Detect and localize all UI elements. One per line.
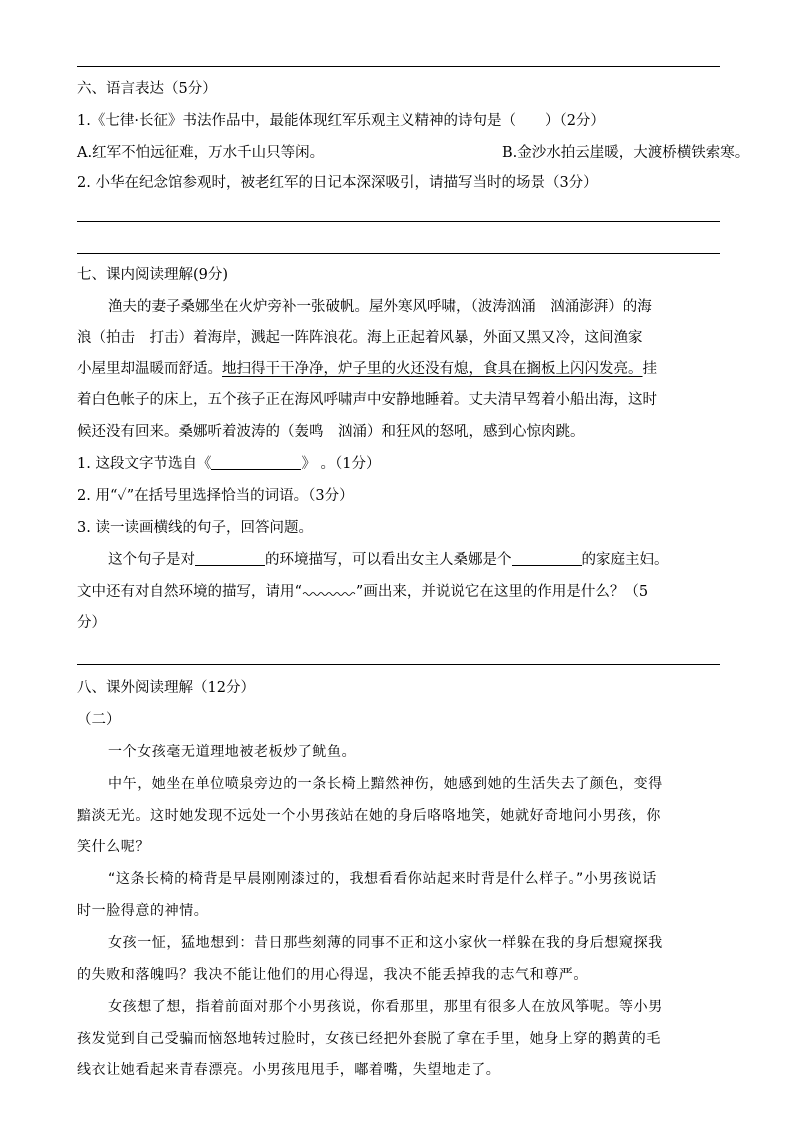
section7-question-1 [77,454,737,474]
section6-title: 六、语言表达（5分） [77,81,217,97]
passage-line-3-start: 小屋里却温暖而舒适。 [77,361,222,377]
section6-q1-options [77,143,750,163]
q3-text-c: 的家庭主妇。 [581,552,669,568]
answer-blank-title[interactable] [211,455,301,470]
answer-line-2 [77,253,720,254]
section7-question-3: 3. 读一读画横线的句子，回答问题。 [77,520,313,536]
section8-subtitle: （二） [77,712,121,728]
section7-question-2: 2. 用“✓”在括号里选择恰当的词语。（3分） [77,488,354,504]
question-3-line-1 [108,550,738,570]
section6-question-2: 2. 小华在纪念馆参观时，被老红军的日记本深深吸引，请描写当时的场景（3分） [77,175,598,191]
q3-text-e: ”画出来，并说说它在这里的作用是什么？（5 [355,584,649,600]
underlined-sentence: 地扫得干干净净，炉子里的火还没有熄，食具在搁板上闪闪发亮。 [222,361,643,377]
passage-line-1: 渔夫的妻子桑娜坐在火炉旁补一张破帆。屋外寒风呼啸，（波涛汹涌 汹涌澎湃）的海 [108,299,652,315]
option-a: A.红军不怕远征难，万水千山只等闲。 [77,145,325,161]
passage-line-3-end: 挂 [642,361,657,377]
answer-line-1 [77,221,720,222]
q3-text-d: 文中还有对自然环境的描写，请用“ [77,584,302,600]
story-line-8: 的失败和落魄吗？我决不能让他们的用心得逞，我决不能丢掉我的志气和尊严。 [77,967,588,983]
story-line-11: 线衣让她看起来青春漂亮。小男孩甩甩手，嘟着嘴，失望地走了。 [77,1062,501,1078]
question-3-line-2 [77,582,737,602]
passage-line-3 [77,359,737,379]
question-3-line-3: 分） [77,615,106,631]
q3-text-b: 的环境描写，可以看出女主人桑娜是个 [265,552,512,568]
passage-line-4: 着白色帐子的床上，五个孩子正在海风呼啸声中安静地睡着。丈夫清早驾着小船出海，这时 [77,392,657,408]
q1-prefix: 1. 这段文字节选自《 [77,456,212,472]
passage-line-2: 浪（拍击 打击）着海岸，溅起一阵阵浪花。海上正起着风暴，外面又黑又冷，这间渔家 [77,330,643,346]
answer-blank-1[interactable] [195,551,265,566]
wavy-underline-icon [302,588,356,598]
story-line-6: 时一脸得意的神情。 [77,903,209,919]
story-line-1: 一个女孩毫无道理地被老板炒了鱿鱼。 [108,744,357,760]
q1-suffix: 》 。（1分） [301,456,381,472]
passage-line-5: 候还没有回来。桑娜听着波涛的（轰鸣 汹涌）和狂风的怒吼，感到心惊肉跳。 [77,424,585,440]
answer-line-3 [77,664,720,665]
section8-title: 八、课外阅读理解（12分） [77,680,255,696]
story-line-10: 孩发觉到自己受骗而恼怒地转过脸时，女孩已经把外套脱了拿在手里，她身上穿的鹅黄的毛 [77,1031,661,1047]
story-line-7: 女孩一怔，猛地想到：昔日那些刻薄的同事不正和这小家伙一样躲在我的身后想窥探我 [108,935,663,951]
story-line-5: “这条长椅的椅背是早晨刚刚漆过的，我想看看你站起来时背是什么样子。”小男孩说话 [108,871,657,887]
answer-blank-2[interactable] [512,551,582,566]
story-line-4: 笑什么呢？ [77,839,150,855]
story-line-2: 中午，她坐在单位喷泉旁边的一条长椅上黯然神伤，她感到她的生活失去了颜色，变得 [108,776,663,792]
option-b: B.金沙水拍云崖暖，大渡桥横铁索寒。 [502,145,750,161]
story-line-9: 女孩想了想，指着前面对那个小男孩说，你看那里，那里有很多人在放风筝呢。等小男 [108,999,663,1015]
section7-title: 七、课内阅读理解(9分) [77,267,229,283]
top-rule [77,66,720,67]
story-line-3: 黯淡无光。这时她发现不远处一个小男孩站在她的身后咯咯地笑，她就好奇地问小男孩，你 [77,808,661,824]
section6-question-1: 1.《七律·长征》书法作品中，最能体现红军乐观主义精神的诗句是（ ）（2分） [77,113,605,129]
q3-text-a: 这个句子是对 [108,552,195,568]
